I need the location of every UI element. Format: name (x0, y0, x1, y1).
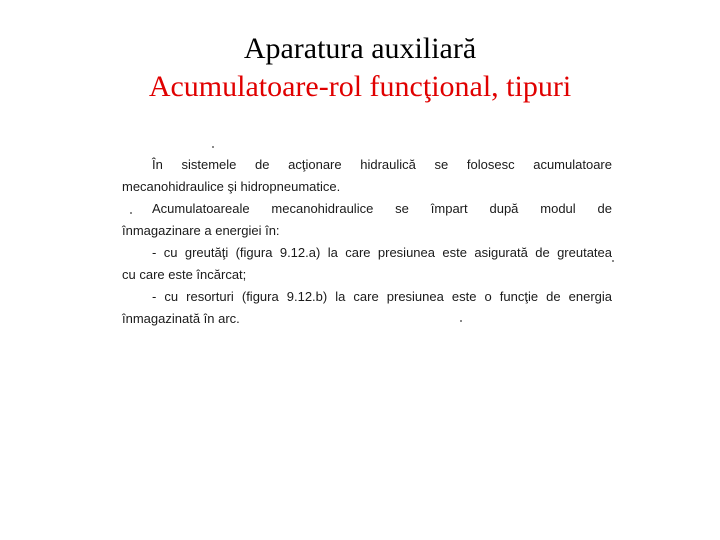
scan-speck (460, 320, 462, 322)
slide-title (0, 30, 720, 106)
text-line: înmagazinare a energiei în: (122, 223, 280, 238)
text-line: cu care este încărcat; (122, 267, 247, 282)
text-line: - cu greutăţi (figura 9.12.a) la care presiunea este asigurată de greutatea (152, 245, 612, 260)
scan-speck (130, 212, 132, 214)
scanned-text-block (120, 150, 620, 330)
text-line: - cu resorturi (figura 9.12.b) la care presiunea este o funcţie de energia (152, 289, 612, 304)
text-line: În sistemele de acţionare hidraulică se folosesc acumulatoare (152, 157, 612, 172)
scan-speck (212, 146, 214, 148)
scan-speck (612, 260, 614, 262)
title-line-main: Aparatura auxiliară (243, 32, 477, 65)
text-line: înmagazinată în arc. (122, 311, 240, 326)
text-line: mecanohidraulice şi hidropneumatice. (122, 179, 341, 194)
text-line: Acumulatoareale mecanohidraulice se împart după modul de (152, 201, 612, 216)
title-line-subtitle: Acumulatoare-rol funcţional, tipuri (148, 70, 572, 103)
